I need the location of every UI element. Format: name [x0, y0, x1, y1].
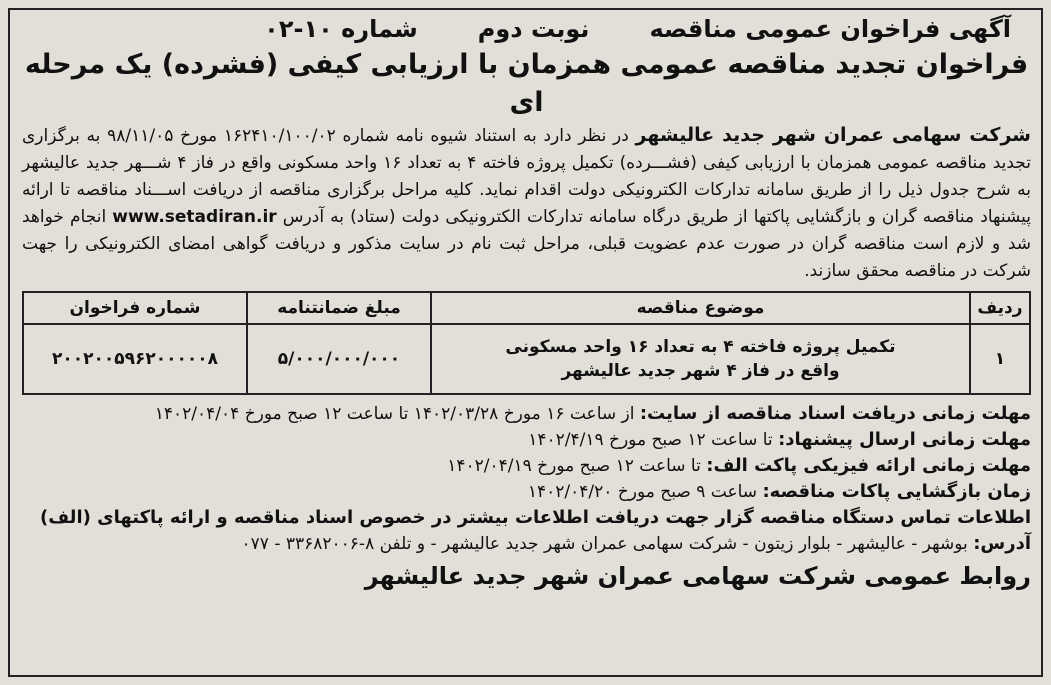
- contact-info: [22, 505, 1031, 531]
- cell-subject: [431, 324, 970, 394]
- header-call-number: شماره فراخوان: [23, 292, 247, 324]
- cell-index: ۱: [970, 324, 1030, 394]
- header-amount: مبلغ ضمانتنامه: [247, 292, 431, 324]
- doc-deadline: [22, 401, 1031, 427]
- submit-deadline: [22, 427, 1031, 453]
- ad-body: [22, 122, 1031, 285]
- cell-amount: ۵/۰۰۰/۰۰۰/۰۰۰: [247, 324, 431, 394]
- ad-header-row: [22, 14, 1031, 44]
- body-text-1: در نظر دارد به استناد شیوه نامه شماره ۱۶۲۴۱۰/۱۰۰/۰۲ مورخ ۹۸/۱۱/۰۵ به برگزاری تجدید مناقصه عمومی همزمان با ارزیابی کیفی (فشـــرده) تکمیل پروژه فاخته ۴ به تعداد ۱۶ واحد مسکونی واقع در فاز ۴ شـــهر جدید عالیشهر به شرح جدول ذیل را از طریق سامانه تدارکات الکترونیکی دولت اقدام نماید. کلیه مراحل برگزاری مناقصه از دریافت اســـناد مناقصه تا ارائه پیشنهاد مناقصه گران و بازگشایی پاکتها از طریق درگاه سامانه تدارکات الکترونیکی دولت (ستاد) به آدرس: [22, 126, 1032, 227]
- doc-deadline-label: مهلت زمانی دریافت اسناد مناقصه از سایت:: [639, 403, 1031, 424]
- opening-time: [22, 479, 1031, 505]
- opening-time-value: ساعت ۹ صبح مورخ ۱۴۰۲/۰۴/۲۰: [527, 482, 763, 502]
- address: [22, 531, 1031, 557]
- submit-deadline-label: مهلت زمانی ارسال پیشنهاد:: [778, 429, 1031, 450]
- cell-subject-line1: تکمیل پروژه فاخته ۴ به تعداد ۱۶ واحد مسکونی: [505, 337, 896, 357]
- address-value: بوشهر - عالیشهر - بلوار زیتون - شرکت سهامی عمران شهر جدید عالیشهر - و تلفن ۸-۳۳۶۸۲۰۰۶ - ۰۷۷: [241, 534, 974, 554]
- contact-info-text: اطلاعات تماس دستگاه مناقصه گزار جهت دریافت اطلاعات بیشتر در خصوص اسناد مناقصه و ارائه پاکتهای (الف): [40, 507, 1031, 528]
- opening-time-label: زمان بازگشایی پاکات مناقصه:: [762, 481, 1031, 502]
- cell-subject-line2: واقع در فاز ۴ شهر جدید عالیشهر: [561, 361, 840, 381]
- company-name: شرکت سهامی عمران شهر جدید عالیشهر: [635, 124, 1031, 146]
- ad-title: آگهی فراخوان عمومی مناقصه: [649, 15, 1011, 43]
- table-header-row: [23, 292, 1030, 324]
- address-label: آدرس:: [973, 533, 1031, 554]
- packet-deadline-label: مهلت زمانی ارائه فیزیکی پاکت الف:: [706, 455, 1031, 476]
- packet-deadline: [22, 453, 1031, 479]
- header-index: ردیف: [970, 292, 1030, 324]
- doc-deadline-value: از ساعت ۱۶ مورخ ۱۴۰۲/۰۳/۲۸ تا ساعت ۱۲ صبح مورخ ۱۴۰۲/۰۴/۰۴: [154, 404, 640, 424]
- ad-round: نوبت دوم: [477, 15, 590, 43]
- website-link: www.setadiran.ir: [112, 207, 277, 227]
- header-subject: موضوع مناقصه: [431, 292, 970, 324]
- public-relations-footer: روابط عمومی شرکت سهامی عمران شهر جدید عالیشهر: [364, 562, 1031, 590]
- table-row: [23, 324, 1030, 394]
- tender-table: [22, 291, 1031, 395]
- packet-deadline-value: تا ساعت ۱۲ صبح مورخ ۱۴۰۲/۰۴/۱۹: [447, 456, 707, 476]
- submit-deadline-value: تا ساعت ۱۲ صبح مورخ ۱۴۰۲/۴/۱۹: [528, 430, 779, 450]
- ad-subtitle: فراخوان تجدید مناقصه عمومی همزمان با ارزیابی کیفی (فشرده) یک مرحله ای: [24, 49, 1029, 118]
- ad-number: شماره ۱۰-۰۲: [264, 15, 418, 43]
- cell-call-number: ۲۰۰۲۰۰۵۹۶۲۰۰۰۰۰۸: [23, 324, 247, 394]
- deadlines: [22, 401, 1031, 557]
- body-text-2: انجام خواهد شد و لازم است مناقصه گران در صورت عدم عضویت قبلی، مراحل ثبت نام در سایت مذکور و دریافت گواهی امضای الکترونیکی را جهت شرکت در مناقصه محقق سازند.: [22, 207, 1031, 281]
- ad-frame: [8, 8, 1043, 677]
